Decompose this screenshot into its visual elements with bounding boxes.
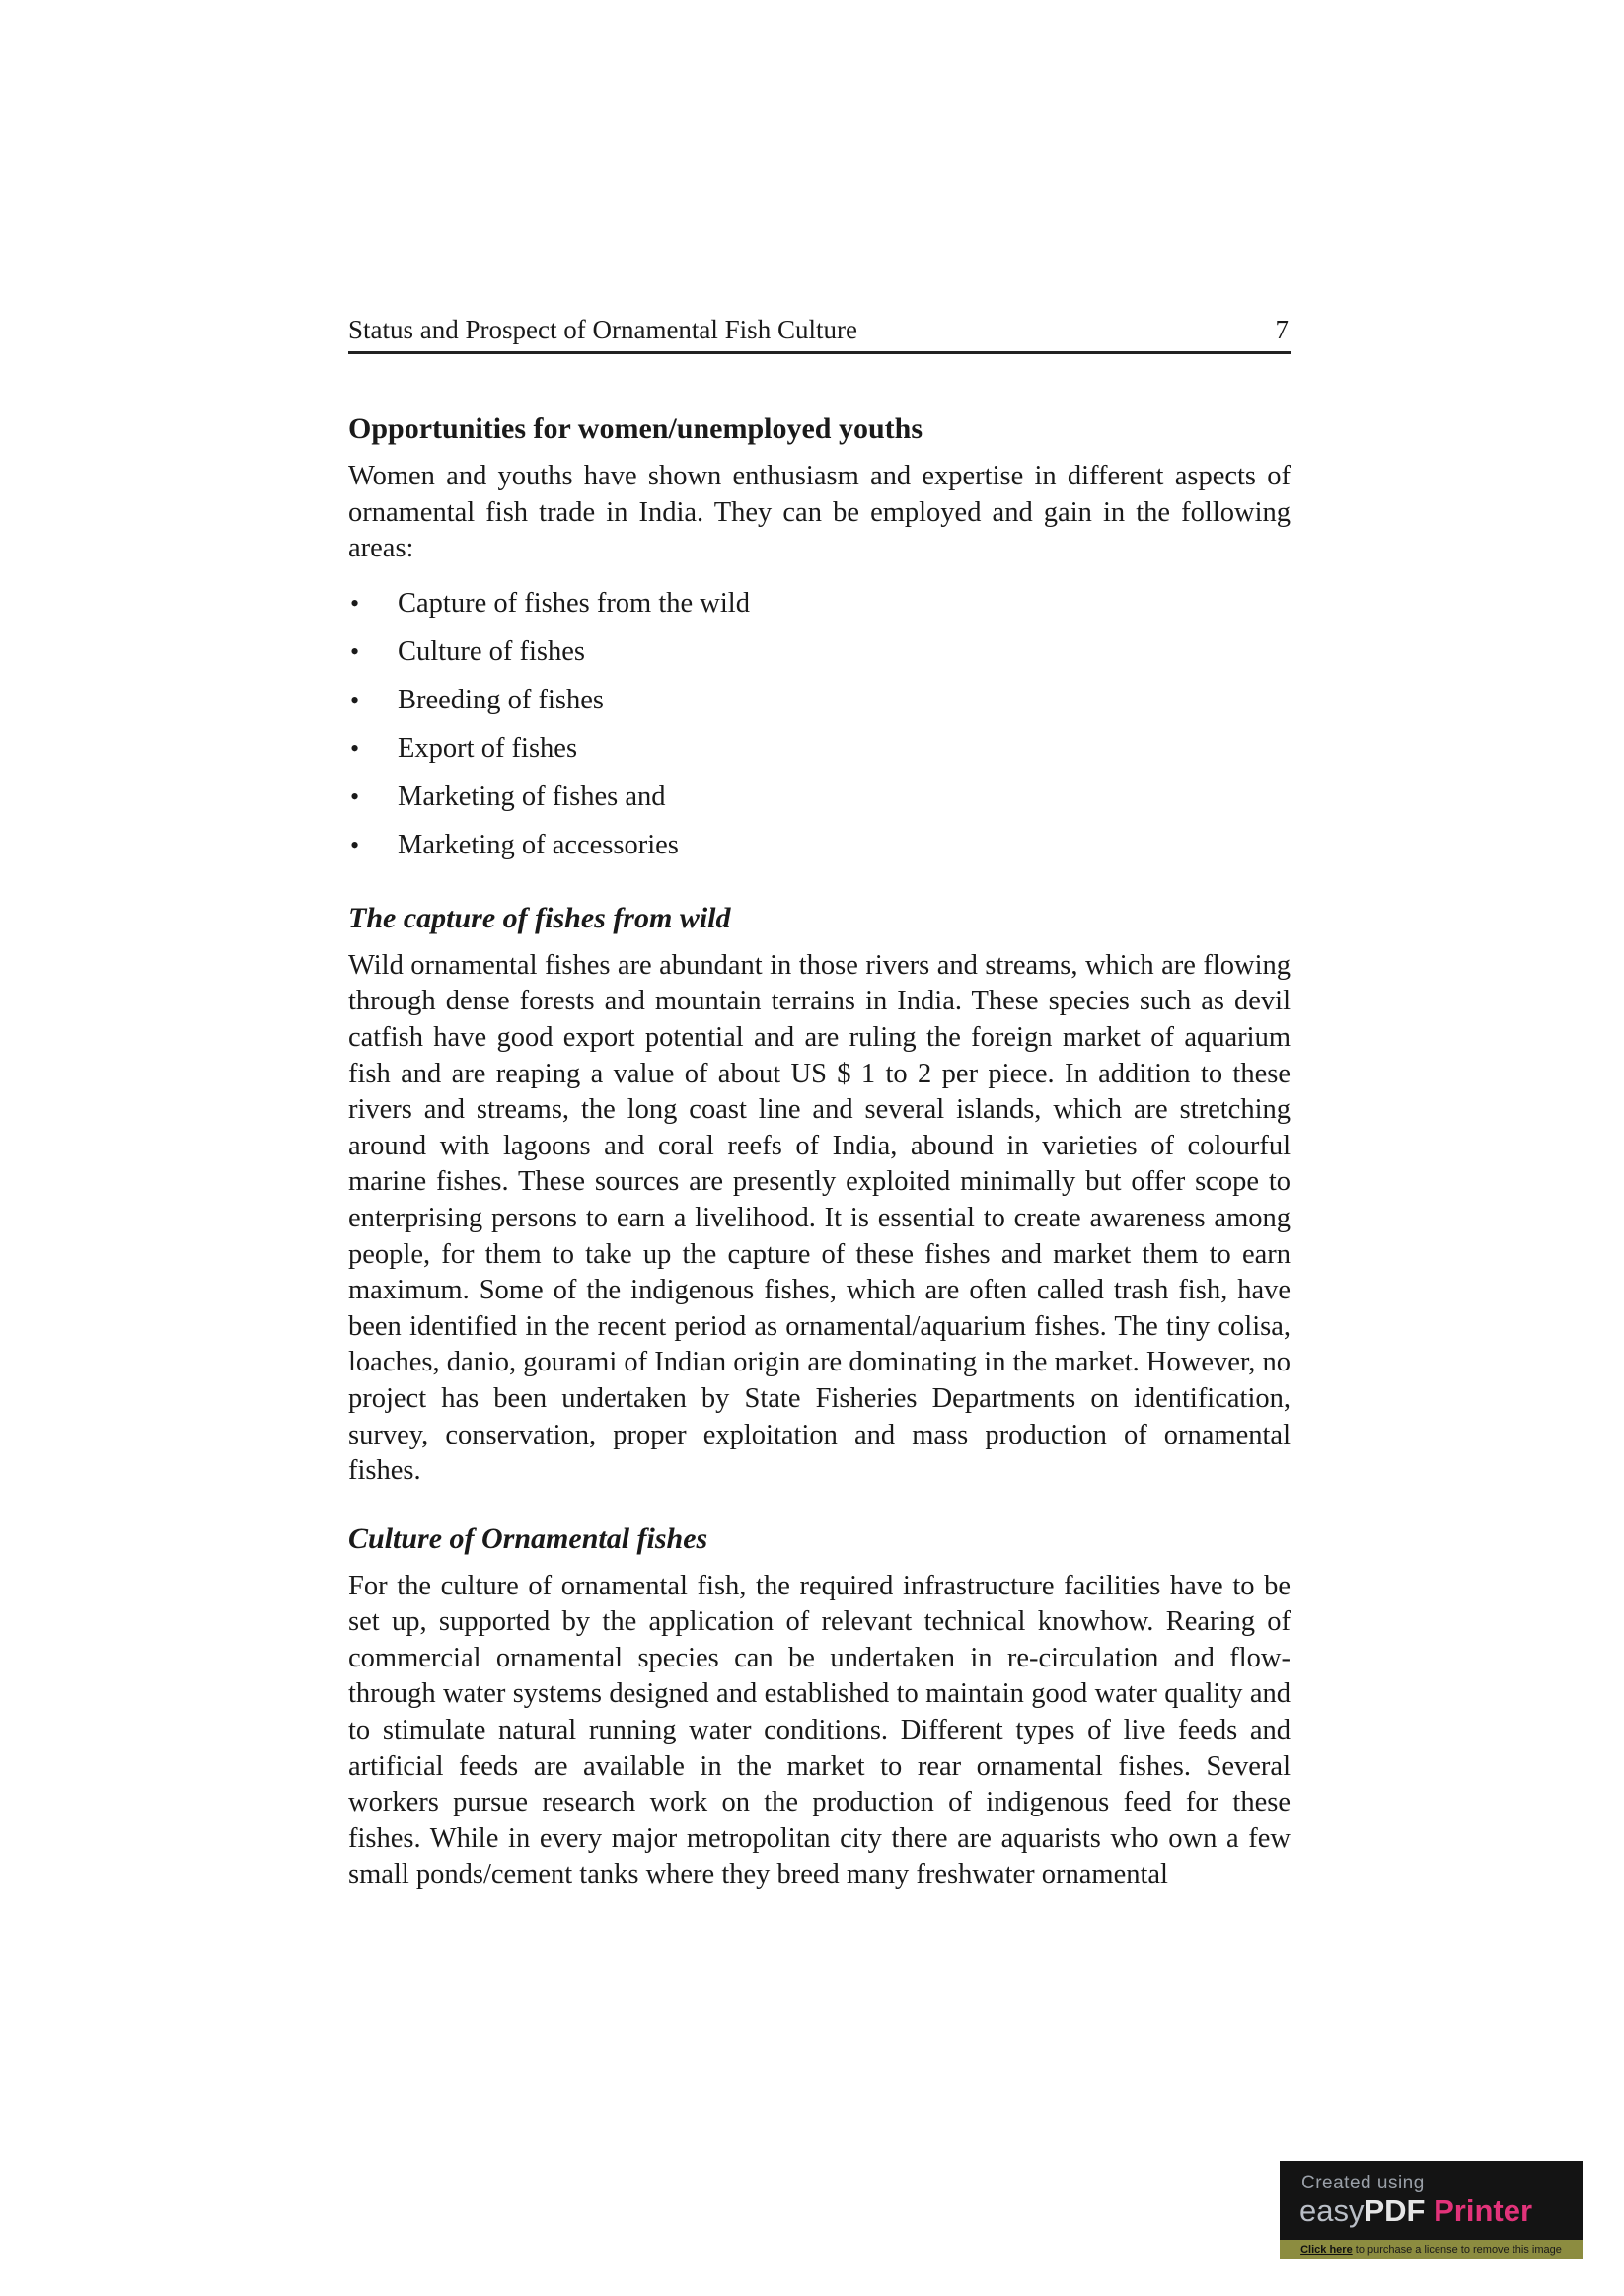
watermark-brand-logo [1299,2193,1532,2229]
document-page [348,308,1291,1893]
bullet-icon: • [350,830,360,859]
section-heading-opportunities: Opportunities for women/unemployed youths [348,412,923,445]
paragraph-culture-of-ornamental-fishes: For the culture of ornamental fish, the required infrastructure facilities have to be set up, supported by the application of relevant technical knowhow. Rearing of commercial ornamental species can be undertaken in re-circulation and flow-through water systems designed and established to maintain good water quality and to stimulate natural running water conditions. Different types of live feeds and artificial feeds are available in the market to rear ornamental fishes. Several workers pursue research work on the production of indigenous feed for these fishes. While in every major metropolitan city there are aquarists who own a few small ponds/cement tanks where they breed many freshwater ornamental [348,1570,1291,1890]
list-item-text: Capture of fishes from the wild [398,587,750,619]
list-item [348,821,1291,869]
bullet-icon: • [350,781,360,811]
watermark-footer [1280,2240,1583,2259]
paragraph-opportunities-intro: Women and youths have shown enthusiasm and expertise in different aspects of ornamental fish trade in India. They can be employed and gain in the following areas: [348,461,1291,564]
subheading-capture-from-wild: The capture of fishes from wild [348,901,731,934]
list-item-text: Marketing of fishes and [398,780,666,812]
brand-pdf: PDF [1364,2193,1426,2228]
list-item [348,724,1291,773]
list-item [348,773,1291,821]
page-number: 7 [1275,315,1289,344]
list-item-text: Marketing of accessories [398,829,679,860]
subheading-culture-of-ornamental-fishes: Culture of Ornamental fishes [348,1521,708,1555]
easypdf-watermark-badge[interactable] [1280,2161,1583,2259]
bullet-icon: • [350,685,360,714]
running-header [348,308,1291,354]
purchase-license-link[interactable]: Click here [1300,2244,1353,2256]
paragraph-capture-from-wild: Wild ornamental fishes are abundant in those rivers and streams, which are flowing through dense forests and mountain terrains in India. These species such as devil catfish have good export potential and are ruling the foreign market of aquarium fish and are reaping a value of about US $ 1 to 2 per piece. In addition to these rivers and streams, the long coast line and several islands, which are stretching around with lagoons and coral reefs of India, abound in varieties of colourful marine fishes. These sources are presently exploited minimally but offer scope to enterprising persons to earn a livelihood. It is essential to create awareness among people, for them to take up the capture of these fishes and market them to earn maximum. Some of the indigenous fishes, which are often called trash fish, have been identified in the recent period as ornamental/aquarium fishes. The tiny colisa, loaches, danio, gourami of Indian origin are dominating in the market. However, no project has been undertaken by State Fisheries Departments on identification, survey, conservation, proper exploitation and mass production of ornamental fishes. [348,949,1291,1487]
watermark-footer-text: to purchase a license to remove this image [1352,2244,1562,2256]
running-title: Status and Prospect of Ornamental Fish Culture [348,315,857,344]
list-item-text: Export of fishes [398,732,578,764]
bullet-icon: • [350,588,360,618]
brand-easy: easy [1299,2193,1365,2228]
list-item [348,579,1291,628]
bullet-icon: • [350,733,360,763]
watermark-created-using: Created using [1301,2173,1425,2193]
list-item-text: Breeding of fishes [398,684,604,715]
brand-printer: Printer [1434,2193,1533,2228]
list-item-text: Culture of fishes [398,635,585,667]
list-item [348,676,1291,724]
list-item [348,628,1291,676]
opportunity-list [348,579,1291,869]
bullet-icon: • [350,636,360,666]
